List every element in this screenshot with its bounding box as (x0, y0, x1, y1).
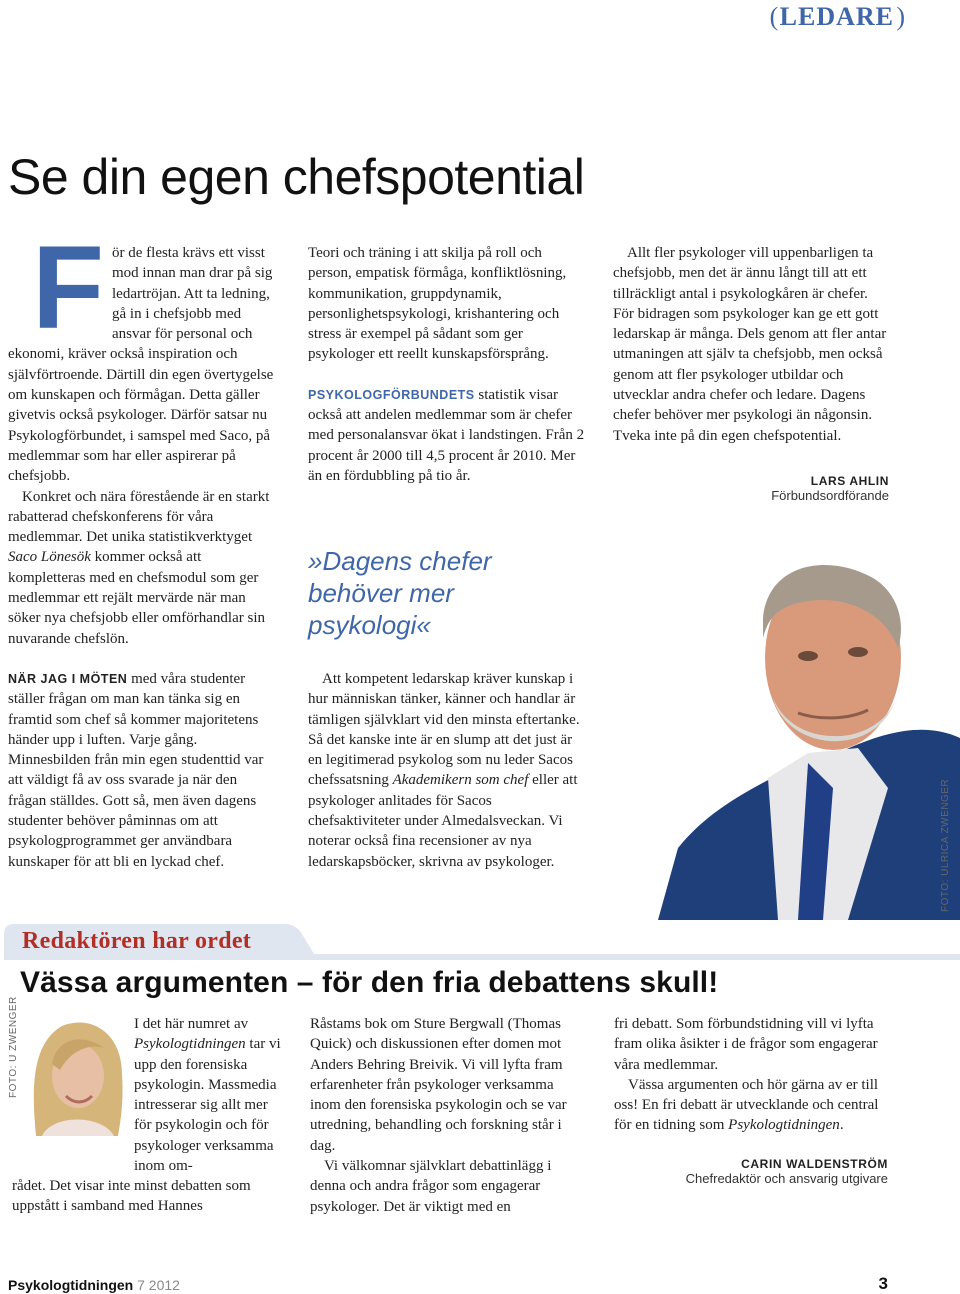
paragraph: Vi välkomnar självklart debattinlägg i denna och andra frågor som engagerar psykologer. Det är viktigt med en (310, 1158, 552, 1215)
paragraph: Konkret och nära förestående är en starkt rabatterad chefskonferens för våra medlemmar. Det unika statistikverktyget Saco Lönesök kommer också att kompletteras med en chefsmodul som ger medlemmar ett rejält mervärde när man söker nya chefsjobb eller omförhandlar sin nuvarande chefslön. (8, 488, 270, 647)
lead-in: NÄR JAG I MÖTEN (8, 671, 128, 686)
section-label: LEDARE (779, 2, 894, 31)
article-column-2 (308, 243, 586, 486)
pull-quote: »Dagens chefer behöver mer psykologi« (308, 546, 492, 640)
article-title: Se din egen chefspotential (8, 149, 585, 205)
drop-cap: F (32, 222, 105, 354)
paragraph: ör de flesta krävs ett visst mod innan man drar på sig ledartröjan. Att ta ledning, gå in i chefsjobb med ansvar för personal och ekonomi, kräver också inspiration och självförtroende. Därtill din egen övertygelse om kunskapen och förmågan. Detta gäller givetvis också psykologer. Därför satsar nu Psykologförbundet, i samspel med Saco, på medlemmar som har eller aspirerar på chefsjobb. (8, 245, 274, 485)
paragraph: Allt fler psykologer vill uppenbarligen ta chefsjobb, men det är ännu långt till att ett tillräckligt antal i psykologkåren är chefer. För bidragen som psykologer kan ge ett gott ledarskap är många. Dels genom att fler antar utmaningen att själv ta chefsjobb, men också genom att fler psykologer utbildar och utvecklar andra chefer och ledare. Dagens chefer behöver mer psykologi än någonsin. Tveka inte på din egen chefspotential. (613, 245, 887, 444)
paragraph: rådet. Det visar inte minst debatten som uppstått i samband med Hannes (12, 1178, 251, 1215)
article-column-1 (8, 222, 276, 872)
editorial-column-1-cont (12, 1176, 287, 1217)
editor-portrait-photo (22, 1014, 130, 1136)
editor-photo-credit: FOTO: U ZWENGER (8, 996, 19, 1098)
author-portrait-photo (658, 548, 960, 920)
paragraph: I det här numret av Psykologtidningen tar vi upp den forensiska psykologin. Massmedia intresserar sig allt mer för psykologin och för psykologer verksamma inom om- (134, 1016, 281, 1175)
editorial-tab (4, 920, 960, 960)
paragraph: NÄR JAG I MÖTEN med våra studenter ställer frågan om man kan tänka sig en framtid som chef så kommer majoritetens händer upp i luften. Varje gång. Minnesbilden från min egen studenttid var att väldigt få av oss svarade ja när den frågan ställdes. Gott så, men även dagens studenter behöver påminnas om att psykologprogrammet ger användbara kunskaper för att bli en lyckad chef. (8, 670, 264, 870)
paragraph: Teori och träning i att skilja på roll och person, empatisk förmåga, konfliktlösning, kommunikation, gruppdynamik, personlighetspsykologi, krishantering och stress är exempel på sådant som ger psykologer ett reellt kunskapsförsprång. (308, 245, 567, 363)
editorial-column-2 (310, 1014, 585, 1217)
article-column-3 (613, 243, 889, 446)
paragraph: Råstams bok om Sture Bergwall (Thomas Quick) och diskussionen efter domen mot Anders Behring Breivik. Vi vill lyfta fram erfarenheter från psykologer verksamma inom den forensiska psykologin och se var utredning, behandling och forskning står i dag. (310, 1016, 567, 1154)
editor-signature (614, 1157, 888, 1186)
paragraph: Att kompetent ledarskap kräver kunskap i hur människan tänker, känner och handlar är tämligen självklart vid den minsta eftertanke. Så det kanske inte är en slump att det just är en legitimerad psykolog som nu leder Sacos chefssatsning Akademikern som chef eller att psykologer anlitades för Sacos chefsaktiviteter under Almedalsveckan. Vi noterar också fina recensioner av nya ledarskapsböcker, skrivna av psykologer. (308, 671, 580, 870)
photo-credit: FOTO: ULRICA ZWENGER (940, 778, 951, 912)
editorial-tab-label: Redaktören har ordet (22, 928, 252, 954)
editorial-column-1 (134, 1014, 284, 1176)
editor-name: CARIN WALDENSTRÖM (741, 1157, 888, 1171)
paragraph: Vässa argumenten och hör gärna av er till oss! En fri debatt är utvecklande och central för en tidning som Psykologtidningen. (614, 1076, 879, 1134)
page-number: 3 (878, 1274, 888, 1293)
paragraph: PSYKOLOGFÖRBUNDETS statistik visar också att andelen medlemmar som är chefer med personalansvar ökat i landstingen. Från 2 procent år 2000 till 4,5 procent år 2010. Mer än en fördubbling på tio år. (308, 386, 585, 484)
bracket-right: ) (896, 2, 906, 31)
bracket-left: ( (769, 2, 780, 31)
editor-role: Chefredaktör och ansvarig utgivare (685, 1171, 888, 1186)
lead-in: PSYKOLOGFÖRBUNDETS (308, 387, 475, 402)
magazine-name: Psykologtidningen (8, 1277, 134, 1293)
editorial-title: Vässa argumenten – för den fria debattens skull! (20, 966, 719, 999)
section-tag (769, 2, 906, 32)
author-signature (613, 474, 889, 503)
paragraph: fri debatt. Som förbundstidning vill vi lyfta fram olika åsikter i de frågor som engagerar våra medlemmar. (614, 1016, 878, 1073)
issue-number: 7 2012 (137, 1277, 180, 1293)
author-role: Förbundsordförande (771, 488, 889, 503)
footer-magazine (8, 1277, 180, 1293)
editorial-column-3 (614, 1014, 890, 1136)
article-column-2-cont (308, 669, 586, 872)
author-name: LARS AHLIN (810, 474, 889, 488)
